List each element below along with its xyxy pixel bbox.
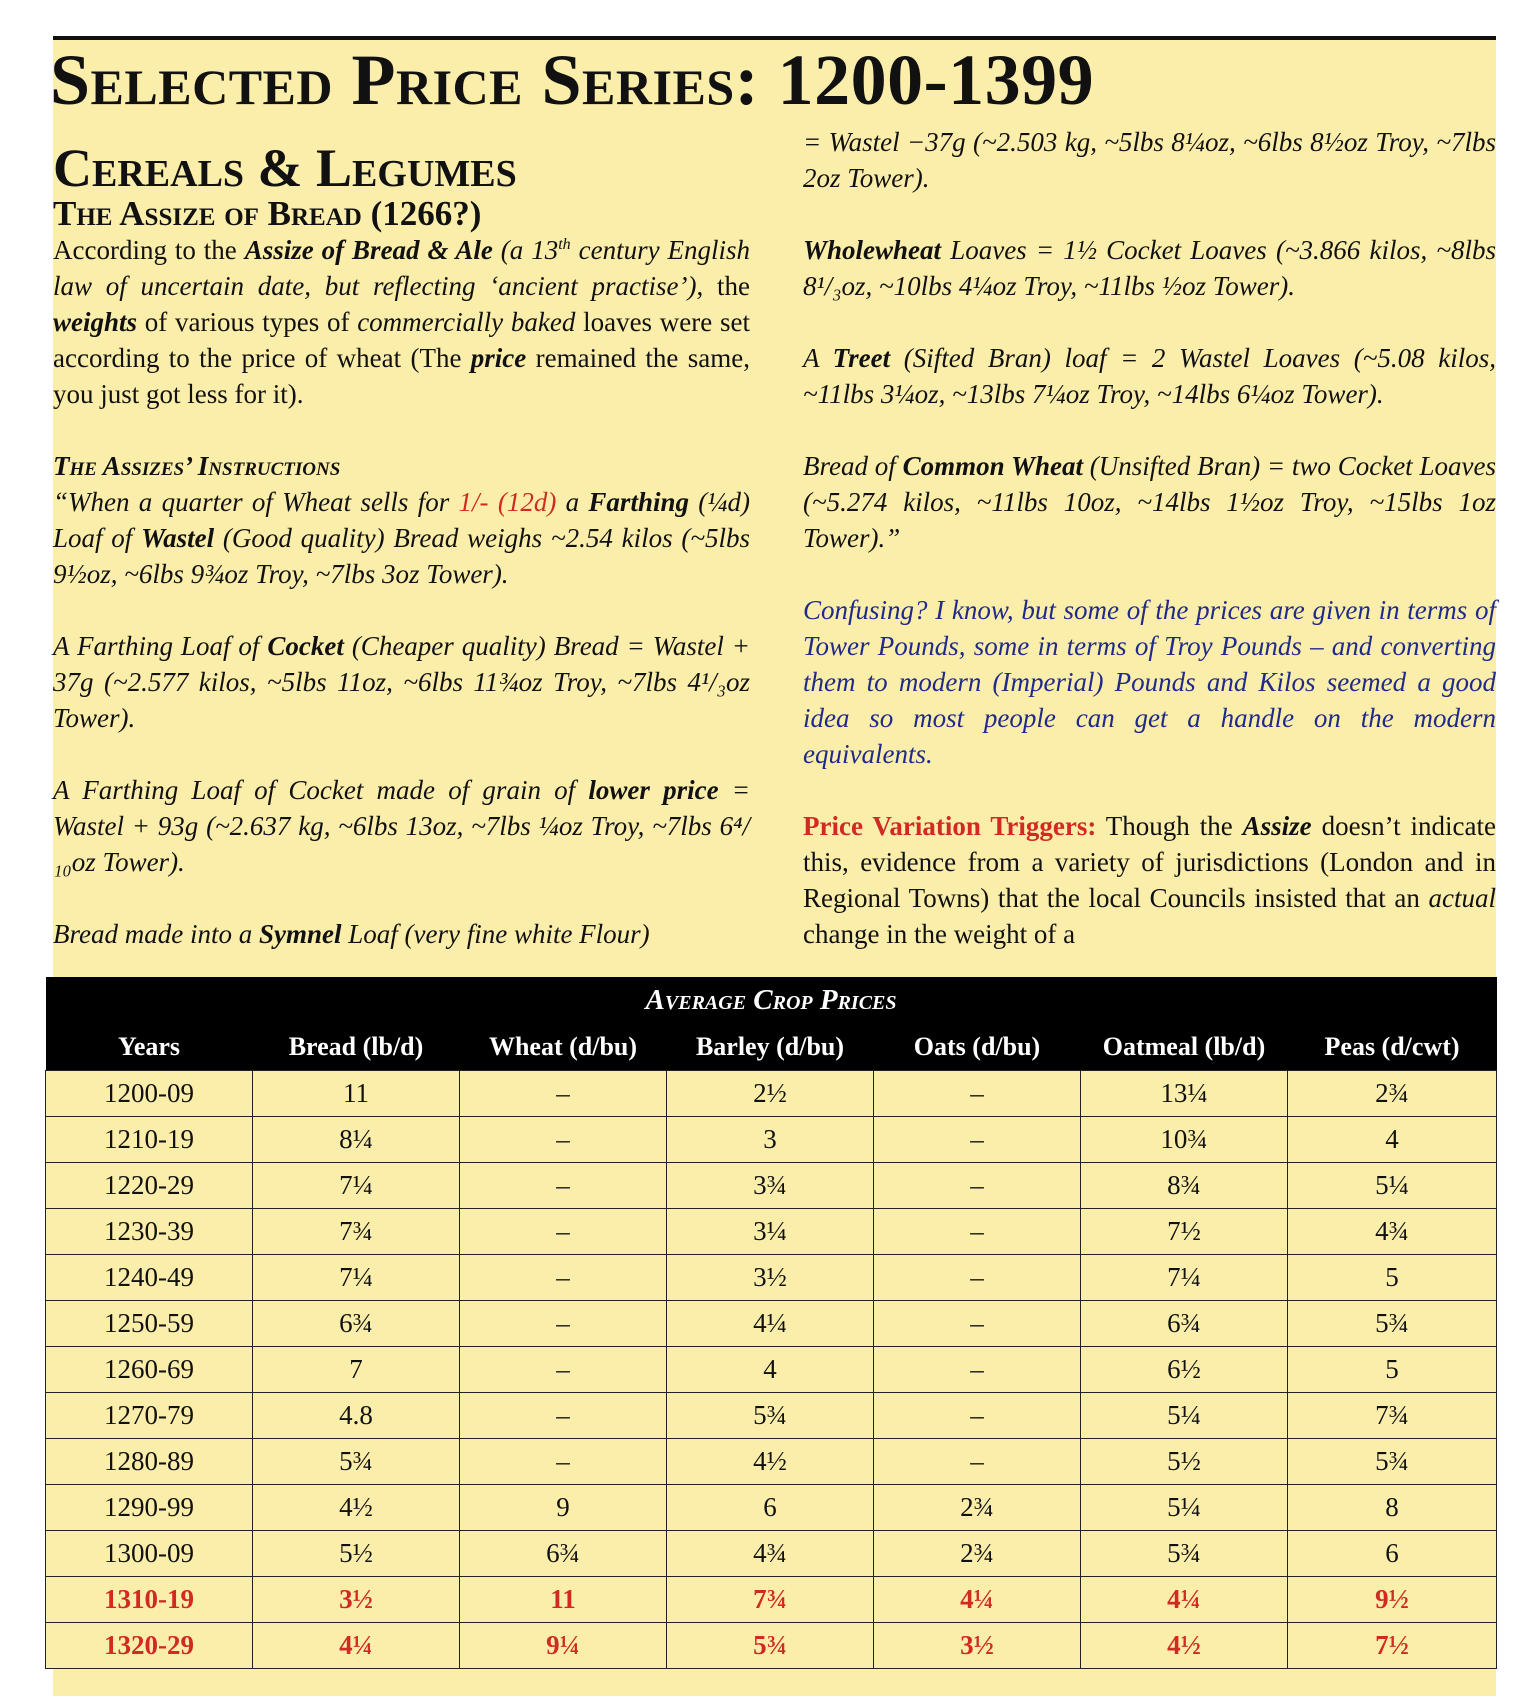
table-header-row — [46, 1023, 1497, 1071]
price-variation-paragraph: Price Variation Triggers: Though the Assize doesn’t indicate this, evidence from a variety of jurisdictions (London and in Regional Towns) that the local Councils insisted that an actual change in the weight of a — [803, 811, 1496, 949]
price-cell: 5¼ — [1081, 1393, 1288, 1439]
price-cell: 8¾ — [1081, 1163, 1288, 1209]
price-cell: 3½ — [253, 1577, 460, 1623]
price-cell: 13¼ — [1081, 1071, 1288, 1117]
price-cell: 11 — [253, 1071, 460, 1117]
instructions-heading: The Assizes’ Instructions — [53, 451, 341, 481]
subsection-title: The Assize of Bread (1266?) — [53, 194, 482, 233]
instruction-lower-price: A Farthing Loaf of Cocket made of grain of lower price = Wastel + 93g (~2.637 kg, ~6lbs 13oz, ~7lbs ¼oz Troy, ~7lbs 6⁴/₁₀oz Tower). — [53, 775, 750, 877]
price-cell: 9¼ — [460, 1623, 667, 1669]
price-cell: 8¼ — [253, 1117, 460, 1163]
price-cell: – — [460, 1393, 667, 1439]
price-cell: – — [460, 1301, 667, 1347]
crop-prices-table — [45, 977, 1497, 1669]
price-cell: 4¾ — [667, 1531, 874, 1577]
row-years-cell: 1280-89 — [46, 1439, 253, 1485]
price-cell: 5¾ — [1081, 1531, 1288, 1577]
row-years-cell: 1310-19 — [46, 1577, 253, 1623]
symnel-continued: = Wastel −37g (~2.503 kg, ~5lbs 8¼oz, ~6lbs 8½oz Troy, ~7lbs 2oz Tower). — [803, 127, 1496, 193]
price-cell: – — [460, 1071, 667, 1117]
price-cell: – — [874, 1393, 1081, 1439]
price-cell: 5½ — [1081, 1439, 1288, 1485]
price-cell: – — [874, 1071, 1081, 1117]
instruction-cocket: A Farthing Loaf of Cocket (Cheaper quality) Bread = Wastel + 37g (~2.577 kilos, ~5lbs 11oz, ~6lbs 11¾oz Troy, ~7lbs 4¹/₃oz Tower). — [53, 631, 750, 733]
instruction-wastel: “When a quarter of Wheat sells for 1/- (12d) a Farthing (¼d) Loaf of Wastel (Good quality) Bread weighs ~2.54 kilos (~5lbs 9½oz, ~6lbs 9¾oz Troy, ~7lbs 3oz Tower). — [53, 487, 751, 589]
row-years-cell: 1290-99 — [46, 1485, 253, 1531]
row-years-cell: 1300-09 — [46, 1531, 253, 1577]
price-cell: 4¼ — [1081, 1577, 1288, 1623]
instruction-wholewheat: Wholewheat Loaves = 1½ Cocket Loaves (~3.866 kilos, ~8lbs 8¹/₃oz, ~10lbs 4¼oz Troy, ~11lbs ½oz Tower). — [803, 235, 1496, 301]
table-row — [46, 1163, 1497, 1209]
author-note: Confusing? I know, but some of the prices are given in terms of Tower Pounds, some in terms of Troy Pounds – and converting them to modern (Imperial) Pounds and Kilos seemed a good idea so most people can get a handle on the modern equivalents. — [803, 595, 1496, 769]
table-row — [46, 1301, 1497, 1347]
table-row — [46, 1623, 1497, 1669]
price-cell: 5 — [1288, 1347, 1497, 1393]
row-years-cell: 1260-69 — [46, 1347, 253, 1393]
price-cell: – — [460, 1163, 667, 1209]
row-years-cell: 1240-49 — [46, 1255, 253, 1301]
instruction-common-wheat: Bread of Common Wheat (Unsifted Bran) = two Cocket Loaves (~5.274 kilos, ~11lbs 10oz, ~14lbs 1½oz Troy, ~15lbs 1oz Tower).” — [803, 451, 1496, 553]
price-cell: 3¾ — [667, 1163, 874, 1209]
column-header: Bread (lb/d) — [253, 1023, 460, 1071]
price-cell: 3½ — [874, 1623, 1081, 1669]
price-cell: 5¼ — [1288, 1163, 1497, 1209]
price-cell: 5½ — [253, 1531, 460, 1577]
table-row — [46, 1071, 1497, 1117]
price-cell: 4¼ — [253, 1623, 460, 1669]
row-years-cell: 1220-29 — [46, 1163, 253, 1209]
price-cell: 5¾ — [667, 1623, 874, 1669]
price-cell: – — [460, 1209, 667, 1255]
price-cell: 7¼ — [253, 1163, 460, 1209]
price-cell: 4 — [1288, 1117, 1497, 1163]
table-row — [46, 1531, 1497, 1577]
price-cell: 6¾ — [460, 1531, 667, 1577]
price-cell: 6 — [1288, 1531, 1497, 1577]
price-cell: 5¾ — [1288, 1439, 1497, 1485]
price-cell: 5 — [1288, 1255, 1497, 1301]
price-cell: 4½ — [253, 1485, 460, 1531]
column-header: Years — [46, 1023, 253, 1071]
table-row — [46, 1393, 1497, 1439]
price-cell: – — [874, 1117, 1081, 1163]
table-row — [46, 1439, 1497, 1485]
price-cell: 5¾ — [1288, 1301, 1497, 1347]
price-cell: 4¼ — [667, 1301, 874, 1347]
table-row — [46, 1209, 1497, 1255]
price-cell: 5¾ — [667, 1393, 874, 1439]
price-cell: 7 — [253, 1347, 460, 1393]
row-years-cell: 1270-79 — [46, 1393, 253, 1439]
price-cell: 6½ — [1081, 1347, 1288, 1393]
price-cell: 3 — [667, 1117, 874, 1163]
page-title: Selected Price Series: 1200-1399 — [50, 40, 1095, 120]
price-cell: 6 — [667, 1485, 874, 1531]
price-cell: – — [460, 1347, 667, 1393]
table-row — [46, 1347, 1497, 1393]
row-years-cell: 1210-19 — [46, 1117, 253, 1163]
price-cell: 7¼ — [1081, 1255, 1288, 1301]
price-cell: 11 — [460, 1577, 667, 1623]
price-cell: – — [874, 1347, 1081, 1393]
row-years-cell: 1200-09 — [46, 1071, 253, 1117]
price-cell: 2¾ — [1288, 1071, 1497, 1117]
left-column — [53, 140, 750, 952]
price-cell: 6¾ — [1081, 1301, 1288, 1347]
column-header: Wheat (d/bu) — [460, 1023, 667, 1071]
row-years-cell: 1250-59 — [46, 1301, 253, 1347]
intro-paragraph: According to the Assize of Bread & Ale (a 13th century English law of uncertain date, but reflecting ‘ancient practise’), the weights of various types of commercially baked loaves were set according to the price of wheat (The price remained the same, you just got less for it). — [53, 235, 750, 409]
price-cell: 2½ — [667, 1071, 874, 1117]
price-cell: 4 — [667, 1347, 874, 1393]
price-cell: – — [460, 1117, 667, 1163]
instruction-treet: A Treet (Sifted Bran) loaf = 2 Wastel Loaves (~5.08 kilos, ~11lbs 3¼oz, ~13lbs 7¼oz Troy, ~14lbs 6¼oz Tower). — [803, 343, 1496, 409]
table-caption: Average Crop Prices — [46, 977, 1497, 1023]
table-row — [46, 1577, 1497, 1623]
price-cell: 3¼ — [667, 1209, 874, 1255]
column-header: Oatmeal (lb/d) — [1081, 1023, 1288, 1071]
price-cell: 7¾ — [253, 1209, 460, 1255]
price-cell: 7¾ — [667, 1577, 874, 1623]
price-cell: 3½ — [667, 1255, 874, 1301]
price-cell: – — [460, 1439, 667, 1485]
price-cell: – — [460, 1255, 667, 1301]
price-cell: 4½ — [1081, 1623, 1288, 1669]
section-title: Cereals & Legumes — [53, 138, 517, 198]
price-cell: 7¾ — [1288, 1393, 1497, 1439]
price-cell: 4.8 — [253, 1393, 460, 1439]
price-cell: 5¼ — [1081, 1485, 1288, 1531]
price-cell: – — [874, 1255, 1081, 1301]
price-cell: 7½ — [1288, 1623, 1497, 1669]
price-cell: 8 — [1288, 1485, 1497, 1531]
price-cell: – — [874, 1209, 1081, 1255]
price-cell: 9 — [460, 1485, 667, 1531]
column-header: Barley (d/bu) — [667, 1023, 874, 1071]
price-cell: 4½ — [667, 1439, 874, 1485]
table-row — [46, 1117, 1497, 1163]
price-cell: 6¾ — [253, 1301, 460, 1347]
price-cell: 2¾ — [874, 1531, 1081, 1577]
price-cell: 4¾ — [1288, 1209, 1497, 1255]
price-cell: 7½ — [1081, 1209, 1288, 1255]
right-column — [803, 124, 1496, 952]
table-row — [46, 1255, 1497, 1301]
price-cell: – — [874, 1439, 1081, 1485]
price-cell: 5¾ — [253, 1439, 460, 1485]
price-cell: 4¼ — [874, 1577, 1081, 1623]
price-cell: 2¾ — [874, 1485, 1081, 1531]
instruction-symnel: Bread made into a Symnel Loaf (very fine white Flour) — [53, 919, 650, 949]
price-cell: – — [874, 1163, 1081, 1209]
row-years-cell: 1320-29 — [46, 1623, 253, 1669]
price-cell: 10¾ — [1081, 1117, 1288, 1163]
table-row — [46, 1485, 1497, 1531]
price-cell: 9½ — [1288, 1577, 1497, 1623]
row-years-cell: 1230-39 — [46, 1209, 253, 1255]
price-cell: 7¼ — [253, 1255, 460, 1301]
price-cell: – — [874, 1301, 1081, 1347]
column-header: Oats (d/bu) — [874, 1023, 1081, 1071]
column-header: Peas (d/cwt) — [1288, 1023, 1497, 1071]
